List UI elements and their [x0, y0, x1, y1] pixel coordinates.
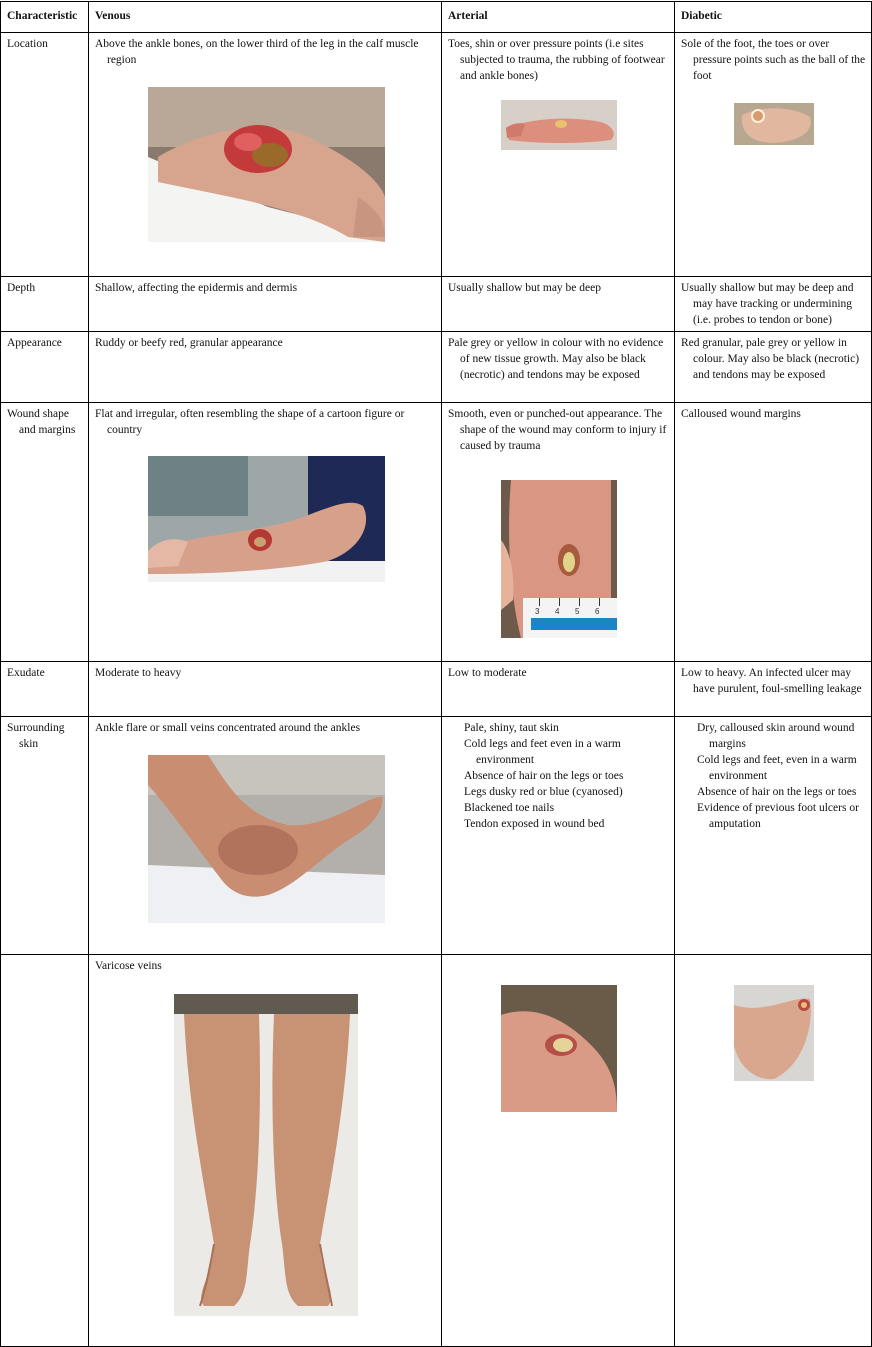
header-arterial: Arterial	[442, 2, 675, 33]
diabetic-shape-cell: Calloused wound margins	[675, 403, 872, 662]
diabetic-location-text: Sole of the foot, the toes or over pressure points such as the ball of the foot	[681, 38, 866, 82]
row-additional-photos	[1, 955, 872, 1347]
arterial-exudate-cell: Low to moderate	[442, 662, 675, 717]
arterial-appearance-cell: Pale grey or yellow in colour with no evidence of new tissue growth. May also be black (necrotic) and tendons may be exposed	[442, 332, 675, 403]
header-characteristic: Characteristic	[1, 2, 89, 33]
list-item: Blackened toe nails	[464, 802, 555, 814]
venous-leg-ulcer-photo	[148, 87, 385, 242]
row-label-appearance: Appearance	[1, 332, 89, 403]
arterial-shape-cell	[442, 403, 675, 662]
row-location	[1, 33, 872, 277]
header-row	[1, 2, 872, 33]
venous-location-cell	[89, 33, 442, 277]
arterial-location-text: Toes, shin or over pressure points (i.e sites subjected to trauma, the rubbing of footwear and ankle bones)	[448, 38, 665, 82]
diabetic-location-cell	[675, 33, 872, 277]
diabetic-depth-cell: Usually shallow but may be deep and may have tracking or undermining (i.e. probes to tendon or bone)	[675, 277, 872, 332]
row-label-exudate: Exudate	[1, 662, 89, 717]
diabetic-heel-cell	[675, 955, 872, 1347]
diabetic-surrounding-cell	[675, 717, 872, 955]
row-depth	[1, 277, 872, 332]
venous-surrounding-cell	[89, 717, 442, 955]
arterial-location-cell	[442, 33, 675, 277]
venous-shape-cell	[89, 403, 442, 662]
list-item: Tendon exposed in wound bed	[464, 818, 605, 830]
list-item: Absence of hair on the legs or toes	[464, 770, 624, 782]
list-item: Absence of hair on the legs or toes	[697, 786, 857, 798]
row-surrounding-skin	[1, 717, 872, 955]
row-wound-shape	[1, 403, 872, 662]
list-item: Cold legs and feet even in a warm environment	[464, 738, 621, 766]
diabetic-exudate-cell: Low to heavy. An infected ulcer may have purulent, foul-smelling leakage	[675, 662, 872, 717]
diabetic-heel-ulcer-photo	[734, 985, 814, 1081]
arterial-ulcer-with-ruler-photo	[501, 480, 617, 638]
arterial-foot-ulcer-photo	[501, 100, 617, 150]
arterial-heel-cell	[442, 955, 675, 1347]
row-label-wound-shape: Wound shape and margins	[1, 403, 89, 662]
venous-varicose-text: Varicose veins	[95, 960, 162, 972]
diabetic-foot-sole-ulcer-photo	[734, 103, 814, 145]
list-item: Cold legs and feet, even in a warm environment	[697, 754, 857, 782]
ankle-flare-photo	[148, 755, 385, 923]
venous-exudate-cell: Moderate to heavy	[89, 662, 442, 717]
ulcer-comparison-table	[0, 1, 872, 1347]
arterial-heel-ulcer-photo	[501, 985, 617, 1112]
venous-surrounding-text: Ankle flare or small veins concentrated around the ankles	[95, 722, 361, 734]
diabetic-appearance-cell: Red granular, pale grey or yellow in colour. May also be black (necrotic) and tendons may be exposed	[675, 332, 872, 403]
diabetic-surrounding-list	[681, 720, 867, 832]
row-appearance	[1, 332, 872, 403]
varicose-veins-legs-photo	[174, 994, 358, 1316]
list-item: Legs dusky red or blue (cyanosed)	[464, 786, 623, 798]
row-label-location: Location	[1, 33, 89, 277]
venous-ulcer-shape-photo	[148, 456, 385, 582]
ruler-number: 4	[555, 607, 560, 616]
ruler-number: 6	[595, 607, 600, 616]
row-exudate	[1, 662, 872, 717]
row-label-surrounding-skin: Surrounding skin	[1, 717, 89, 955]
arterial-surrounding-cell	[442, 717, 675, 955]
ruler-number: 5	[575, 607, 580, 616]
venous-shape-text: Flat and irregular, often resembling the shape of a cartoon figure or country	[95, 408, 405, 436]
venous-appearance-cell: Ruddy or beefy red, granular appearance	[89, 332, 442, 403]
arterial-shape-text: Smooth, even or punched-out appearance. The shape of the wound may conform to injury if caused by trauma	[448, 408, 667, 452]
list-item: Pale, shiny, taut skin	[464, 722, 559, 734]
list-item: Evidence of previous foot ulcers or amputation	[697, 802, 859, 830]
venous-varicose-cell	[89, 955, 442, 1347]
venous-location-text: Above the ankle bones, on the lower third of the leg in the calf muscle region	[95, 38, 419, 66]
header-diabetic: Diabetic	[675, 2, 872, 33]
row-label-empty	[1, 955, 89, 1347]
venous-depth-cell: Shallow, affecting the epidermis and dermis	[89, 277, 442, 332]
ruler-number: 3	[535, 607, 540, 616]
arterial-surrounding-list	[448, 720, 670, 832]
list-item: Dry, calloused skin around wound margins	[697, 722, 855, 750]
arterial-depth-cell: Usually shallow but may be deep	[442, 277, 675, 332]
row-label-depth: Depth	[1, 277, 89, 332]
header-venous: Venous	[89, 2, 442, 33]
